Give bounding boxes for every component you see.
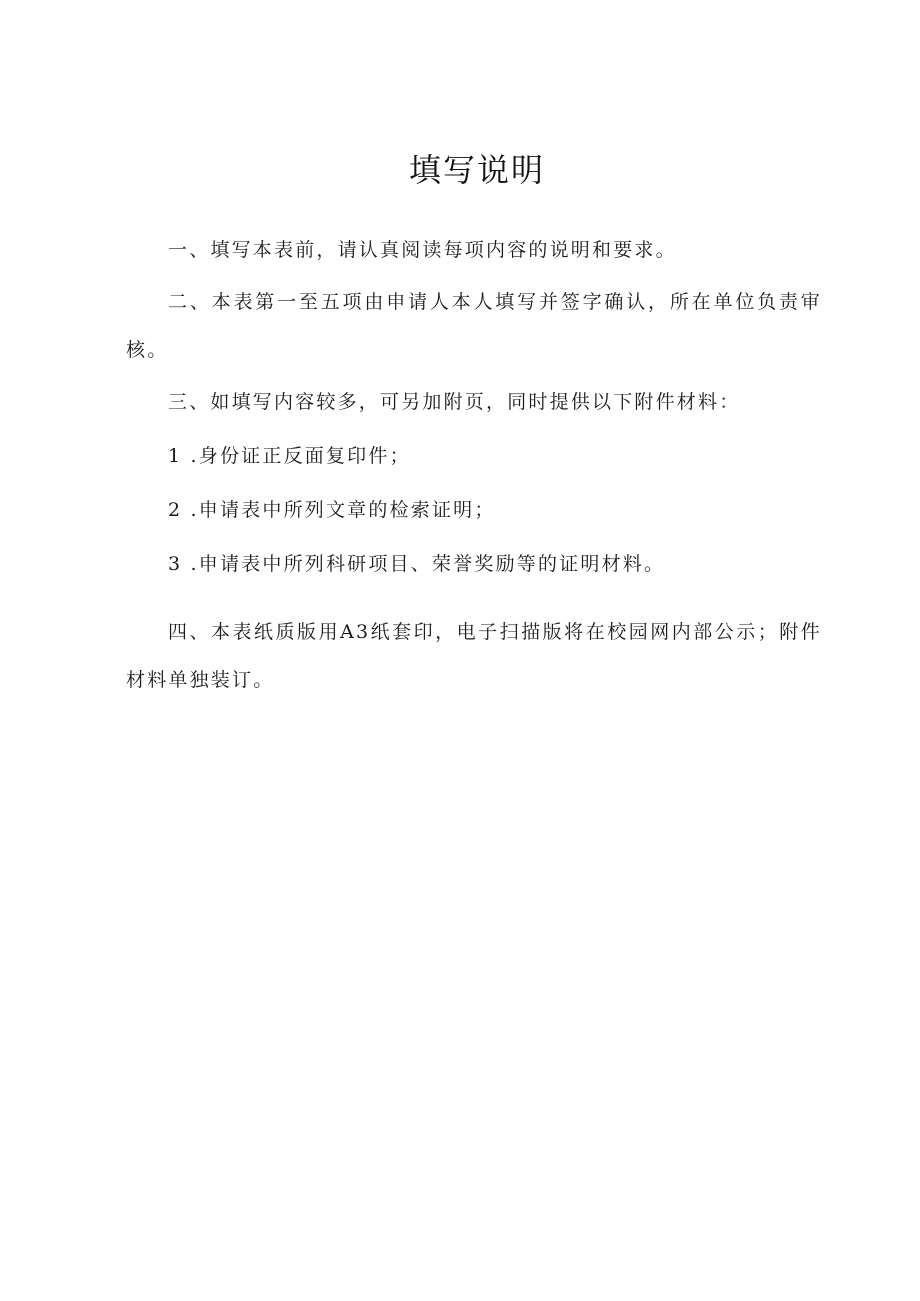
page-title: 填写说明 [408, 151, 545, 189]
attachment-item-3: 3 .申请表中所列科研项目、荣誉奖励等的证明材料。 [168, 553, 666, 575]
instruction-paragraph-4: 四、本表纸质版用A3纸套印，电子扫描版将在校园网内部公示；附件材料单独装订。 [126, 621, 822, 691]
instructions-body [126, 226, 822, 704]
attachment-item-1: 1 .身份证正反面复印件； [168, 445, 411, 467]
attachment-item-2: 2 .申请表中所列文章的检索证明； [168, 499, 496, 521]
instruction-paragraph-1: 一、填写本表前，请认真阅读每项内容的说明和要求。 [168, 239, 677, 261]
instruction-paragraph-2: 二、本表第一至五项由申请人本人填写并签字确认，所在单位负责审核。 [126, 291, 822, 361]
instruction-paragraph-3: 三、如填写内容较多，可另加附页，同时提供以下附件材料： [168, 391, 741, 413]
